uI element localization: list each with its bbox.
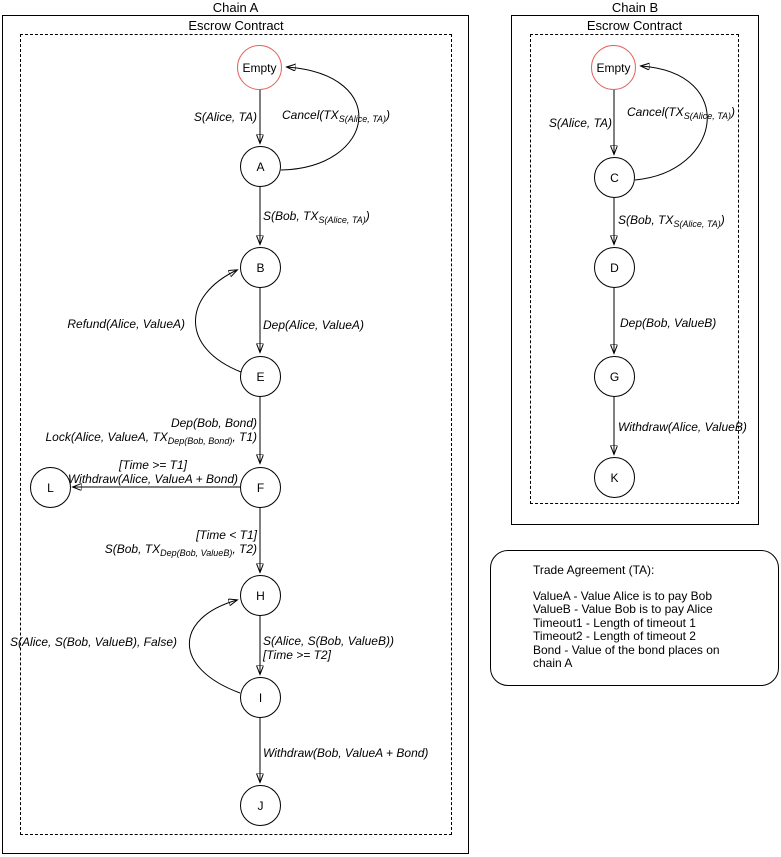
label-dep-bob: Dep(Bob, Bond)	[170, 416, 257, 430]
label-sign-bob-t2-pre: S(Bob, TX	[104, 542, 161, 556]
trade-line-valuea: ValueA - Value Alice is to pay Bob	[533, 589, 712, 603]
label-sign-bob-t2-post: , T2)	[232, 542, 257, 556]
label-cancel-a-pre: Cancel(TX	[282, 108, 339, 122]
label-cancel-b-post: )	[731, 105, 736, 119]
trade-line-timeout1: Timeout1 - Length of timeout 1	[533, 615, 696, 630]
label-refund: Refund(Alice, ValueA)	[67, 317, 185, 331]
label-lock	[46, 430, 258, 448]
label-timeout1-withdraw	[68, 458, 238, 486]
label-lt-t1-sign-bob-t2	[105, 528, 257, 560]
label-sign-alice-ta-a: S(Alice, TA)	[193, 110, 257, 124]
label-lock-post: , T1)	[232, 430, 257, 444]
trade-line-timeout2: Timeout2 - Length of timeout 2	[533, 629, 696, 644]
label-sign-bob-t2	[105, 542, 257, 560]
label-guard-lt-t1: [Time < T1]	[196, 528, 257, 542]
chain-a-contract-label: Escrow Contract	[188, 18, 284, 33]
label-sign-bob-b-pre: S(Bob, TX	[618, 213, 674, 227]
label-lock-sub: Dep(Bob, Bond)	[167, 436, 233, 446]
label-cancel-a-post: )	[386, 108, 391, 122]
chain-b-contract-label: Escrow Contract	[586, 18, 683, 33]
label-guard-ge-t1: [Time >= T1]	[119, 458, 187, 472]
trade-line-bond-wrap: chain A	[533, 656, 573, 671]
label-guard-ge-t2: [Time >= T2]	[263, 648, 331, 662]
state-node-j: J	[240, 785, 281, 826]
label-sign-alice-ta-b: S(Alice, TA)	[548, 116, 612, 130]
label-withdraw-alice-bond: Withdraw(Alice, ValueA + Bond)	[67, 472, 239, 486]
state-node-h: H	[240, 575, 281, 616]
label-dep-alice: Dep(Alice, ValueA)	[263, 318, 364, 332]
label-dep-bob-lock	[46, 416, 258, 448]
state-node-empty-a: Empty	[237, 45, 282, 90]
chain-b-title: Chain B	[611, 0, 659, 15]
chain-a-title: Chain A	[212, 0, 259, 15]
label-lock-pre: Lock(Alice, ValueA, TX	[45, 430, 168, 444]
label-cancel-b-pre: Cancel(TX	[627, 105, 684, 119]
label-sign-alice-t2	[263, 634, 394, 662]
state-node-g: G	[594, 356, 635, 397]
trade-agreement-title: Trade Agreement (TA):	[533, 563, 655, 577]
label-sign-bob-b-sub: S(Alice, TA)	[673, 219, 721, 229]
state-node-a: A	[240, 146, 281, 187]
state-node-b: B	[240, 247, 281, 288]
state-node-d: D	[594, 247, 635, 288]
label-sign-bob-b-post: )	[720, 213, 725, 227]
label-cancel-b-sub: S(Alice, TA)	[683, 111, 732, 121]
label-cancel-a-sub: S(Alice, TA)	[338, 114, 387, 124]
state-node-empty-b: Empty	[591, 45, 636, 90]
state-node-f: F	[240, 467, 281, 508]
state-node-c: C	[594, 157, 635, 198]
label-sign-bob-a-pre: S(Bob, TX	[263, 209, 319, 223]
label-withdraw-alice-b: Withdraw(Alice, ValueB)	[618, 420, 747, 434]
label-cancel-b	[627, 105, 735, 123]
label-sign-alice-false: S(Alice, S(Bob, ValueB), False)	[10, 635, 177, 649]
label-sign-bob-a	[263, 209, 370, 227]
label-sign-bob-a-post: )	[365, 209, 370, 223]
state-node-l: L	[30, 467, 71, 508]
trade-line-valueb: ValueB - Value Bob is to pay Alice	[533, 602, 713, 617]
state-node-e: E	[240, 356, 281, 397]
label-sign-bob-b	[618, 213, 725, 231]
state-node-i: I	[240, 677, 281, 718]
state-node-k: K	[594, 457, 635, 498]
label-sign-alice-bob: S(Alice, S(Bob, ValueB))	[263, 634, 394, 648]
label-withdraw-bob: Withdraw(Bob, ValueA + Bond)	[263, 746, 429, 760]
label-sign-bob-a-sub: S(Alice, TA)	[318, 215, 366, 225]
label-dep-bob-b: Dep(Bob, ValueB)	[620, 316, 717, 330]
trade-line-bond: Bond - Value of the bond places on	[533, 642, 720, 657]
label-sign-bob-t2-sub: Dep(Bob, ValueB)	[160, 548, 233, 558]
trade-agreement-body	[533, 590, 720, 670]
label-cancel-a	[282, 108, 390, 126]
